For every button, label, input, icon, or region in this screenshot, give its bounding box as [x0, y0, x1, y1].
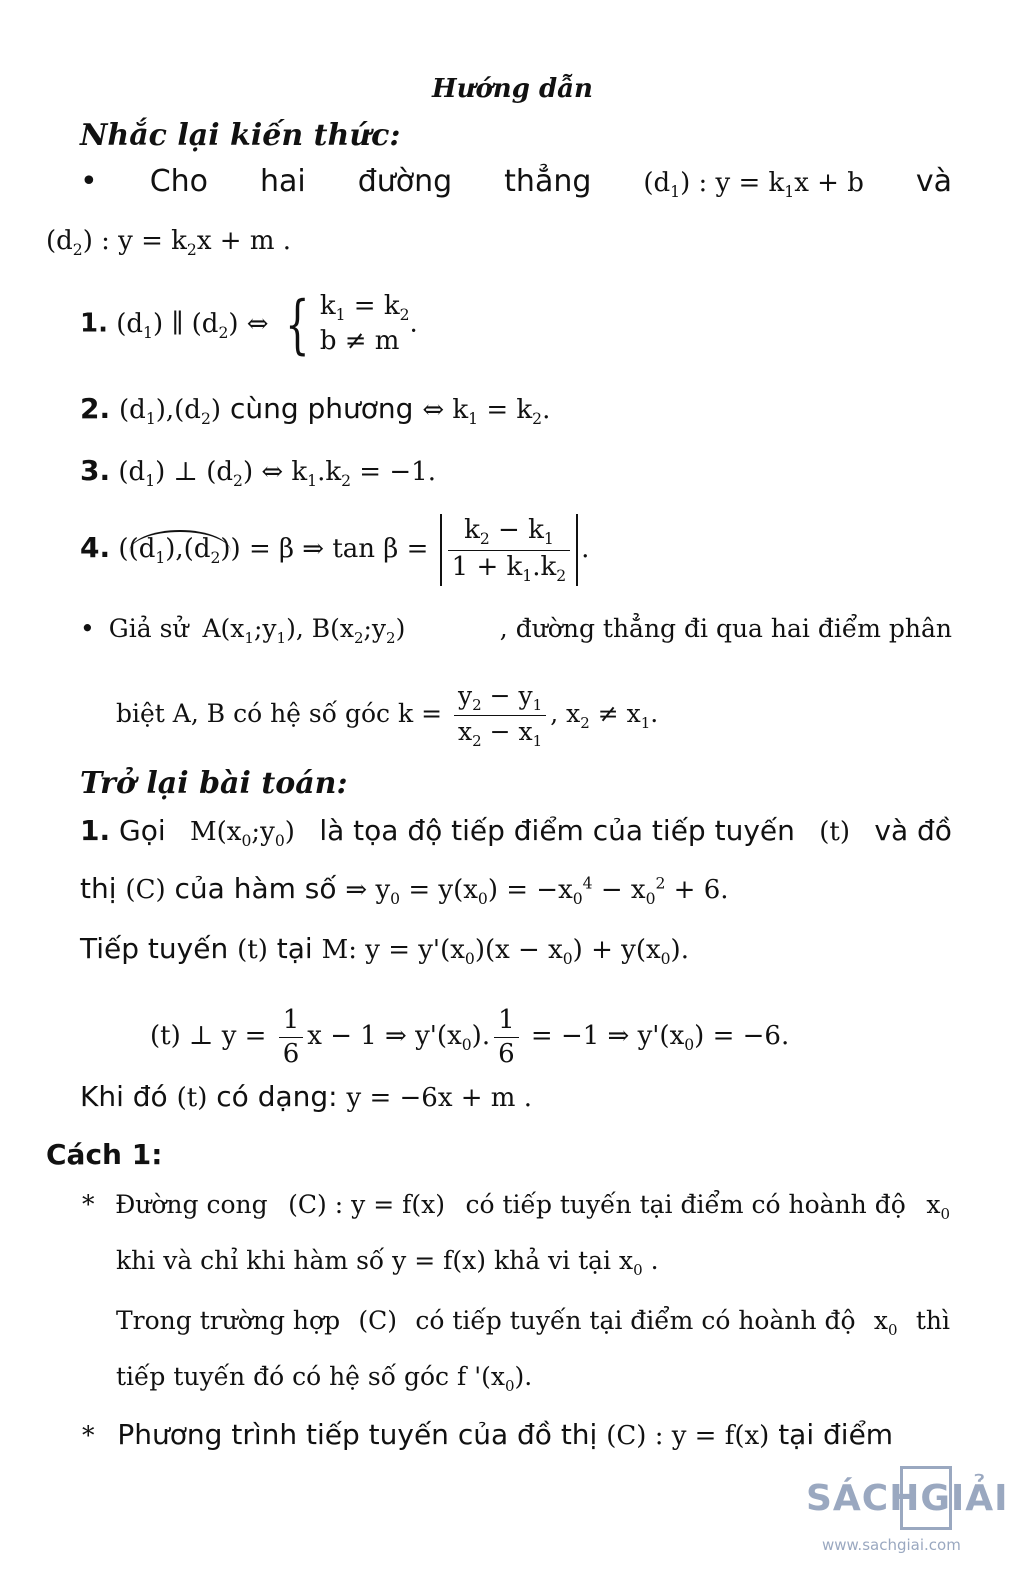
word-duong-2: đường: [357, 164, 453, 199]
logo-url: www.sachgiai.com: [822, 1536, 961, 1554]
word-cho: Cho: [149, 164, 209, 199]
formula-points: $A(x_1;y_1)$, $B(x_2;y_2)$: [202, 614, 406, 647]
line-p3: [80, 932, 689, 968]
logo-brand: SÁCHGIẢI: [806, 1478, 1009, 1519]
text-curve: Đường cong: [115, 1190, 268, 1219]
line-p1: [80, 814, 952, 850]
text-points: A, B: [172, 698, 226, 728]
text-slope-coef: tiếp tuyến đó có hệ số góc: [116, 1362, 450, 1391]
formula-curve: (C) : y = f(x): [288, 1190, 445, 1219]
text-goi: Gọi: [119, 814, 166, 847]
text-has-tangent: có tiếp tuyến tại điểm có hoành độ: [465, 1190, 906, 1219]
text-iff: khi và chỉ khi hàm số: [116, 1246, 385, 1275]
formula-pair: $(d_1),(d_2)$: [119, 395, 222, 429]
line-c1: [82, 1190, 950, 1223]
item-same-direction: [80, 392, 550, 428]
word-thang: thẳng: [504, 164, 592, 199]
formula-f: y = f(x): [392, 1246, 486, 1275]
formula-equal-slope: ⇔ $k_1 = k_2$.: [422, 395, 551, 429]
line-c3: [116, 1306, 950, 1339]
sachgiai-logo: [806, 1462, 1009, 1558]
star-marker: *: [82, 1190, 95, 1219]
formula-C: (C): [125, 875, 166, 905]
formula-d1: $(d_1)$ : $y = k_1x + b$: [643, 168, 864, 202]
section-heading-back: Trở lại bài toán:: [80, 766, 348, 801]
formula-t: (t): [237, 935, 268, 965]
formula-x0: $x_0$ .: [619, 1246, 659, 1279]
formula-t: (t): [819, 817, 851, 847]
abs-fraction: $\frac{k_2 - k_1}{1 + k_1.k_2}$: [440, 514, 579, 586]
bullet: •: [80, 164, 98, 199]
formula-C: (C): [358, 1306, 398, 1335]
word-hai: hai: [260, 164, 306, 199]
text-tangent: Tiếp tuyến: [80, 932, 229, 965]
formula-form: y = −6x + m .: [346, 1083, 532, 1113]
item-angle: 4. $((d_1),(d_2)) = \beta$ ⇒ tan β = $\frac{k_2 - k_1}{1 + k_1.k_2}$ .: [80, 515, 590, 585]
star-marker: *: [82, 1421, 95, 1450]
line-c4: [116, 1362, 532, 1395]
line-c2: [116, 1246, 659, 1279]
line-two-lines-intro: [80, 164, 952, 201]
item-number: 2.: [80, 392, 111, 425]
text-same-direction: cùng phương: [229, 392, 414, 425]
text-tangent-equation: Phương trình tiếp tuyến của đồ thị: [117, 1418, 598, 1451]
formula-fprime: f '$(x_0)$.: [457, 1362, 533, 1395]
line-p2: [80, 872, 729, 908]
line-c5: [82, 1418, 893, 1451]
line-slope: [116, 680, 658, 751]
formula-parallel: $(d_1)$ ∥ $(d_2)$ ⇔: [116, 308, 277, 342]
text-slope: có hệ số góc: [233, 698, 391, 728]
text-differentiable: khả vi tại: [493, 1246, 612, 1275]
line-assume: [80, 614, 952, 647]
system: $k_1 = k_2$ b ≠ m: [319, 291, 410, 357]
line-p5: [80, 1080, 532, 1113]
formula-t: (t): [176, 1083, 208, 1113]
item-parallel: 1. $(d_1)$ ∥ $(d_2)$ ⇔ { $k_1 = k_2$ b ≠ m.: [80, 287, 418, 362]
word-va: và: [915, 164, 952, 199]
formula-slope: k = $\frac{y_2 - y_1}{x_2 - x_1}$ , $x_2 \ne x_1$.: [398, 681, 659, 750]
item-number: 3.: [80, 454, 111, 487]
method-heading: Cách 1:: [46, 1138, 163, 1171]
item-number: 1.: [80, 814, 111, 847]
formula-x0: $x_0$: [873, 1306, 898, 1339]
text-tangent-point: là tọa độ tiếp điểm của tiếp tuyến: [319, 814, 795, 847]
bullet: •: [80, 614, 95, 643]
text-assume: Giả sử: [108, 614, 189, 643]
item-number: 1.: [80, 308, 108, 339]
text-at-point: tại điểm: [778, 1418, 894, 1451]
formula-perpendicular: $(d_1)$ ⊥ $(d_2)$ ⇔ $k_1.k_2 = -1$.: [118, 457, 436, 491]
formula-M: $M(x_0;y_0)$: [190, 817, 295, 851]
text-then: Khi đó: [80, 1080, 168, 1113]
page-title: Hướng dẫn: [432, 74, 593, 104]
text-line-through: , đường thẳng đi qua hai điểm phân: [499, 614, 952, 643]
text-at: tại: [276, 932, 313, 965]
text-has-tangent: có tiếp tuyến tại điểm có hoành độ: [415, 1306, 856, 1335]
formula-angle: $((d_1),(d_2)) = \beta$ ⇒ tan β =: [118, 534, 428, 564]
formula-x0: $x_0$: [926, 1190, 950, 1223]
text-thi: thị: [80, 872, 117, 905]
brace: {: [284, 287, 310, 362]
formula-perp-derivative: (t) ⊥ y = $\frac{1}{6}$ x − 1 ⇒ $y'(x_0)$. $\frac{1}{6}$ = −1 ⇒ $y'(x_0) = -6$.: [150, 1005, 790, 1069]
formula-tangent-eq: M: $y = y'(x_0)(x - x_0) + y(x_0)$.: [321, 935, 689, 969]
text-then: thì: [915, 1306, 950, 1335]
formula-curve: (C) : y = f(x): [606, 1421, 770, 1451]
item-perpendicular: [80, 454, 436, 490]
formula-d2: $(d_2)$ : $y = k_2x + m$ .: [46, 226, 292, 260]
text-form: có dạng:: [216, 1080, 338, 1113]
item-number: 4.: [80, 531, 111, 565]
formula-y0: ⇒ $y_0 = y(x_0) = -x_0^4 - x_0^2 + 6$.: [345, 874, 729, 909]
text-in-case: Trong trường hợp: [116, 1306, 341, 1335]
section-heading-recall: Nhắc lại kiến thức:: [80, 118, 401, 153]
text-of-function: của hàm số: [174, 872, 337, 905]
text-distinct: biệt: [116, 698, 165, 728]
text-and-graph: và đồ: [874, 814, 952, 847]
